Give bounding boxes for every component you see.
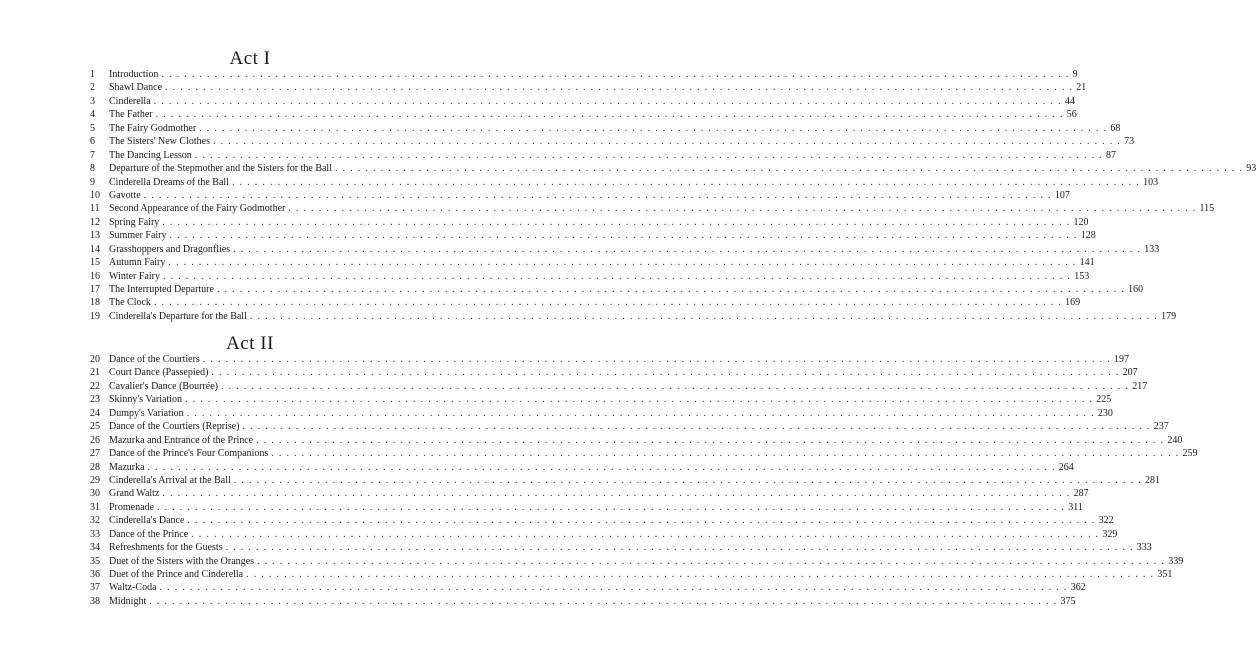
entry-page-number: 362 bbox=[1070, 582, 1086, 594]
dot-leader: . . . . . . . . . . . . . . . . . . . . . . . . . . . . . . . . . . . . . . . . . . . . . . . . . . . . . . . . . . . . . . . . . . . . . . . . . . . . . . . . . . . . . . . . . . . . . . . . . . . . . . . . . . . . . . . . . . . . . . . . bbox=[249, 310, 1159, 322]
entry-number: 17 bbox=[90, 284, 100, 295]
dot-leader: . . . . . . . . . . . . . . . . . . . . . . . . . . . . . . . . . . . . . . . . . . . . . . . . . . . . . . . . . . . . . . . . . . . . . . . . . . . . . . . . . . . . . . . . . . . . . . . . . . . . . . . . . . . . . . . . . . . . . . . . bbox=[194, 149, 1103, 161]
entry-page-number: 259 bbox=[1182, 448, 1198, 460]
entry-page-number: 339 bbox=[1168, 555, 1184, 567]
dot-leader: . . . . . . . . . . . . . . . . . . . . . . . . . . . . . . . . . . . . . . . . . . . . . . . . . . . . . . . . . . . . . . . . . . . . . . . . . . . . . . . . . . . . . . . . . . . . . . . . . . . . . . . . . . . . . . . . . . . . . . . . bbox=[162, 488, 1071, 500]
act-1-heading: Act I bbox=[229, 48, 271, 69]
dot-leader: . . . . . . . . . . . . . . . . . . . . . . . . . . . . . . . . . . . . . . . . . . . . . . . . . . . . . . . . . . . . . . . . . . . . . . . . . . . . . . . . . . . . . . . . . . . . . . . . . . . . . . . . . . . . . . . . . . . . . . . . bbox=[155, 109, 1064, 121]
dot-leader: . . . . . . . . . . . . . . . . . . . . . . . . . . . . . . . . . . . . . . . . . . . . . . . . . . . . . . . . . . . . . . . . . . . . . . . . . . . . . . . . . . . . . . . . . . . . . . . . . . . . . . . . . . . . . . . . . . . . . . . . bbox=[162, 270, 1072, 282]
entry-title: Autumn Fairy bbox=[109, 257, 166, 269]
entry-page-number: 44 bbox=[1064, 95, 1075, 107]
dot-leader: . . . . . . . . . . . . . . . . . . . . . . . . . . . . . . . . . . . . . . . . . . . . . . . . . . . . . . . . . . . . . . . . . . . . . . . . . . . . . . . . . . . . . . . . . . . . . . . . . . . . . . . . . . . . . . . . . . . . . . . . bbox=[161, 69, 1070, 80]
contents-entry bbox=[90, 310, 1177, 323]
entry-title: Midnight bbox=[109, 595, 147, 607]
contents-entry bbox=[90, 135, 1135, 148]
contents-entry bbox=[90, 122, 1121, 135]
entry-page-number: 264 bbox=[1058, 461, 1074, 473]
entry-page-number: 179 bbox=[1161, 310, 1177, 322]
entry-page-number: 115 bbox=[1199, 203, 1215, 215]
entry-page-number: 375 bbox=[1060, 595, 1076, 607]
entry-title: Shawl Dance bbox=[109, 82, 163, 94]
entry-title: The Clock bbox=[109, 297, 151, 309]
contents-entry bbox=[90, 243, 1160, 256]
entry-title: Second Appearance of the Fairy Godmother bbox=[109, 203, 286, 215]
contents-entry bbox=[90, 487, 1089, 500]
entry-number: 3 bbox=[90, 95, 95, 107]
entry-page-number: 9 bbox=[1072, 69, 1078, 80]
entry-title: Court Dance (Passepied) bbox=[109, 367, 209, 379]
entry-title: The Fairy Godmother bbox=[109, 122, 197, 134]
entry-title: Introduction bbox=[109, 69, 159, 80]
entry-page-number: 329 bbox=[1102, 528, 1118, 540]
dot-leader: . . . . . . . . . . . . . . . . . . . . . . . . . . . . . . . . . . . . . . . . . . . . . . . . . . . . . . . . . . . . . . . . . . . . . . . . . . . . . . . . . . . . . . . . . . . . . . . . . . . . . . . . . . . . . . . . . . . . . . . . bbox=[202, 354, 1112, 365]
contents-entry bbox=[90, 581, 1086, 594]
dot-leader: . . . . . . . . . . . . . . . . . . . . . . . . . . . . . . . . . . . . . . . . . . . . . . . . . . . . . . . . . . . . . . . . . . . . . . . . . . . . . . . . . . . . . . . . . . . . . . . . . . . . . . . . . . . . . . . . . . . . . . . . bbox=[143, 189, 1052, 201]
contents-entry bbox=[90, 229, 1096, 242]
dot-leader: . . . . . . . . . . . . . . . . . . . . . . . . . . . . . . . . . . . . . . . . . . . . . . . . . . . . . . . . . . . . . . . . . . . . . . . . . . . . . . . . . . . . . . . . . . . . . . . . . . . . . . . . . . . . . . . . . . . . . . . . bbox=[220, 380, 1130, 392]
entry-page-number: 93 bbox=[1246, 163, 1256, 175]
dot-leader: . . . . . . . . . . . . . . . . . . . . . . . . . . . . . . . . . . . . . . . . . . . . . . . . . . . . . . . . . . . . . . . . . . . . . . . . . . . . . . . . . . . . . . . . . . . . . . . . . . . . . . . . . . . . . . . . . . . . . . . . bbox=[191, 528, 1100, 540]
entry-title: Dumpy's Variation bbox=[109, 407, 184, 419]
contents-entry bbox=[90, 256, 1095, 269]
entry-title: The Dancing Lesson bbox=[109, 149, 192, 161]
dot-leader: . . . . . . . . . . . . . . . . . . . . . . . . . . . . . . . . . . . . . . . . . . . . . . . . . . . . . . . . . . . . . . . . . . . . . . . . . . . . . . . . . . . . . . . . . . . . . . . . . . . . . . . . . . . . . . . . . . . . . . . . bbox=[153, 297, 1063, 309]
entry-number: 35 bbox=[90, 555, 100, 567]
contents-entry bbox=[90, 176, 1159, 189]
dot-leader: . . . . . . . . . . . . . . . . . . . . . . . . . . . . . . . . . . . . . . . . . . . . . . . . . . . . . . . . . . . . . . . . . . . . . . . . . . . . . . . . . . . . . . . . . . . . . . . . . . . . . . . . . . . . . . . . . . . . . . . . bbox=[212, 136, 1122, 148]
entry-page-number: 133 bbox=[1144, 243, 1160, 255]
entry-number: 18 bbox=[90, 297, 100, 309]
entry-number: 9 bbox=[90, 176, 95, 188]
entry-page-number: 141 bbox=[1079, 257, 1095, 269]
entry-title: Dance of the Courtiers (Reprise) bbox=[109, 421, 240, 433]
dot-leader: . . . . . . . . . . . . . . . . . . . . . . . . . . . . . . . . . . . . . . . . . . . . . . . . . . . . . . . . . . . . . . . . . . . . . . . . . . . . . . . . . . . . . . . . . . . . . . . . . . . . . . . . . . . . . . . . . . . . . . . . bbox=[211, 367, 1120, 379]
entry-title: Cinderella's Arrival at the Ball bbox=[109, 474, 231, 486]
dot-leader: . . . . . . . . . . . . . . . . . . . . . . . . . . . . . . . . . . . . . . . . . . . . . . . . . . . . . . . . . . . . . . . . . . . . . . . . . . . . . . . . . . . . . . . . . . . . . . . . . . . . . . . . . . . . . . . . . . . . . . . . bbox=[288, 203, 1197, 215]
entry-page-number: 333 bbox=[1136, 542, 1152, 554]
entry-number: 4 bbox=[90, 109, 95, 121]
contents-entry bbox=[90, 81, 1087, 94]
entry-title: Duet of the Sisters with the Oranges bbox=[109, 555, 254, 567]
entry-page-number: 169 bbox=[1065, 297, 1081, 309]
contents-entry bbox=[90, 447, 1198, 460]
entry-page-number: 197 bbox=[1114, 354, 1130, 365]
entry-title: Cinderella's Dance bbox=[109, 515, 185, 527]
contents-entry bbox=[90, 393, 1112, 406]
entry-number: 8 bbox=[90, 163, 95, 175]
dot-leader: . . . . . . . . . . . . . . . . . . . . . . . . . . . . . . . . . . . . . . . . . . . . . . . . . . . . . . . . . . . . . . . . . . . . . . . . . . . . . . . . . . . . . . . . . . . . . . . . . . . . . . . . . . . . . . . . . . . . . . . . bbox=[157, 501, 1066, 513]
act-2-heading: Act II bbox=[226, 333, 274, 354]
contents-entry bbox=[90, 270, 1090, 283]
entry-title: Duet of the Prince and Cinderella bbox=[109, 569, 244, 580]
entry-title: Promenade bbox=[109, 501, 154, 513]
contents-entry bbox=[90, 514, 1114, 527]
entry-number: 26 bbox=[90, 434, 100, 446]
entry-number: 15 bbox=[90, 257, 100, 269]
contents-entry bbox=[90, 202, 1215, 215]
entry-page-number: 237 bbox=[1153, 421, 1169, 433]
entry-title: The Father bbox=[109, 109, 153, 121]
contents-entry bbox=[90, 108, 1077, 121]
contents-entry bbox=[90, 555, 1184, 568]
entry-page-number: 281 bbox=[1144, 474, 1160, 486]
entry-title: Departure of the Stepmother and the Sisters for the Ball bbox=[109, 163, 332, 175]
dot-leader: . . . . . . . . . . . . . . . . . . . . . . . . . . . . . . . . . . . . . . . . . . . . . . . . . . . . . . . . . . . . . . . . . . . . . . . . . . . . . . . . . . . . . . . . . . . . . . . . . . . . . . . . . . . . . . . . . . . . . . . . bbox=[231, 176, 1141, 188]
entry-title: Waltz-Coda bbox=[109, 582, 157, 594]
dot-leader: . . . . . . . . . . . . . . . . . . . . . . . . . . . . . . . . . . . . . . . . . . . . . . . . . . . . . . . . . . . . . . . . . . . . . . . . . . . . . . . . . . . . . . . . . . . . . . . . . . . . . . . . . . . . . . . . . . . . . . . . bbox=[233, 474, 1142, 486]
dot-leader: . . . . . . . . . . . . . . . . . . . . . . . . . . . . . . . . . . . . . . . . . . . . . . . . . . . . . . . . . . . . . . . . . . . . . . . . . . . . . . . . . . . . . . . . . . . . . . . . . . . . . . . . . . . . . . . . . . . . . . . . bbox=[246, 569, 1155, 580]
entry-page-number: 230 bbox=[1097, 407, 1113, 419]
entry-number: 13 bbox=[90, 230, 100, 242]
entry-page-number: 21 bbox=[1076, 82, 1087, 94]
entry-page-number: 107 bbox=[1054, 189, 1070, 201]
contents-entry bbox=[90, 353, 1130, 366]
entry-title: Refreshments for the Guests bbox=[109, 542, 223, 554]
entry-page-number: 311 bbox=[1068, 501, 1083, 513]
dot-leader: . . . . . . . . . . . . . . . . . . . . . . . . . . . . . . . . . . . . . . . . . . . . . . . . . . . . . . . . . . . . . . . . . . . . . . . . . . . . . . . . . . . . . . . . . . . . . . . . . . . . . . . . . . . . . . . . . . . . . . . . bbox=[147, 461, 1056, 473]
entry-number: 6 bbox=[90, 136, 95, 148]
entry-number: 11 bbox=[90, 203, 100, 215]
entry-number: 1 bbox=[90, 69, 95, 80]
entry-title: Cinderella Dreams of the Ball bbox=[109, 176, 229, 188]
entry-number: 20 bbox=[90, 354, 100, 365]
entry-title: Grand Waltz bbox=[109, 488, 160, 500]
contents-entry bbox=[90, 366, 1138, 379]
contents-entry bbox=[90, 474, 1160, 487]
entry-title: Summer Fairy bbox=[109, 230, 167, 242]
contents-entry bbox=[90, 296, 1081, 309]
act-2-contents-list bbox=[90, 353, 1198, 608]
dot-leader: . . . . . . . . . . . . . . . . . . . . . . . . . . . . . . . . . . . . . . . . . . . . . . . . . . . . . . . . . . . . . . . . . . . . . . . . . . . . . . . . . . . . . . . . . . . . . . . . . . . . . . . . . . . . . . . . . . . . . . . . bbox=[271, 448, 1180, 460]
entry-title: Spring Fairy bbox=[109, 216, 160, 228]
contents-entry bbox=[90, 595, 1076, 608]
dot-leader: . . . . . . . . . . . . . . . . . . . . . . . . . . . . . . . . . . . . . . . . . . . . . . . . . . . . . . . . . . . . . . . . . . . . . . . . . . . . . . . . . . . . . . . . . . . . . . . . . . . . . . . . . . . . . . . . . . . . . . . . bbox=[187, 515, 1096, 527]
entry-number: 31 bbox=[90, 501, 100, 513]
entry-page-number: 207 bbox=[1122, 367, 1138, 379]
entry-number: 32 bbox=[90, 515, 100, 527]
entry-page-number: 287 bbox=[1073, 488, 1089, 500]
contents-entry bbox=[90, 149, 1116, 162]
contents-entry bbox=[90, 95, 1075, 108]
dot-leader: . . . . . . . . . . . . . . . . . . . . . . . . . . . . . . . . . . . . . . . . . . . . . . . . . . . . . . . . . . . . . . . . . . . . . . . . . . . . . . . . . . . . . . . . . . . . . . . . . . . . . . . . . . . . . . . . . . . . . . . . bbox=[185, 394, 1094, 406]
entry-number: 29 bbox=[90, 474, 100, 486]
contents-entry bbox=[90, 216, 1089, 229]
entry-title: Mazurka bbox=[109, 461, 145, 473]
entry-number: 37 bbox=[90, 582, 100, 594]
entry-number: 27 bbox=[90, 448, 100, 460]
entry-page-number: 322 bbox=[1098, 515, 1114, 527]
entry-number: 19 bbox=[90, 310, 100, 322]
entry-page-number: 351 bbox=[1157, 569, 1173, 580]
entry-number: 22 bbox=[90, 380, 100, 392]
entry-number: 30 bbox=[90, 488, 100, 500]
contents-entry bbox=[90, 380, 1148, 393]
entry-number: 25 bbox=[90, 421, 100, 433]
dot-leader: . . . . . . . . . . . . . . . . . . . . . . . . . . . . . . . . . . . . . . . . . . . . . . . . . . . . . . . . . . . . . . . . . . . . . . . . . . . . . . . . . . . . . . . . . . . . . . . . . . . . . . . . . . . . . . . . . . . . . . . . bbox=[256, 434, 1165, 446]
entry-title: Winter Fairy bbox=[109, 270, 160, 282]
contents-entry bbox=[90, 461, 1074, 474]
dot-leader: . . . . . . . . . . . . . . . . . . . . . . . . . . . . . . . . . . . . . . . . . . . . . . . . . . . . . . . . . . . . . . . . . . . . . . . . . . . . . . . . . . . . . . . . . . . . . . . . . . . . . . . . . . . . . . . . . . . . . . . . bbox=[225, 542, 1134, 554]
entry-number: 24 bbox=[90, 407, 100, 419]
dot-leader: . . . . . . . . . . . . . . . . . . . . . . . . . . . . . . . . . . . . . . . . . . . . . . . . . . . . . . . . . . . . . . . . . . . . . . . . . . . . . . . . . . . . . . . . . . . . . . . . . . . . . . . . . . . . . . . . . . . . . . . . bbox=[162, 216, 1071, 228]
act-1-contents-list bbox=[90, 68, 1256, 323]
entry-title: The Interrupted Departure bbox=[109, 284, 214, 295]
contents-entry bbox=[90, 528, 1118, 541]
entry-number: 36 bbox=[90, 569, 100, 580]
entry-number: 10 bbox=[90, 189, 100, 201]
entry-number: 23 bbox=[90, 394, 100, 406]
entry-number: 34 bbox=[90, 542, 100, 554]
entry-number: 21 bbox=[90, 367, 100, 379]
contents-entry bbox=[90, 162, 1256, 175]
entry-number: 28 bbox=[90, 461, 100, 473]
dot-leader: . . . . . . . . . . . . . . . . . . . . . . . . . . . . . . . . . . . . . . . . . . . . . . . . . . . . . . . . . . . . . . . . . . . . . . . . . . . . . . . . . . . . . . . . . . . . . . . . . . . . . . . . . . . . . . . . . . . . . . . . bbox=[165, 82, 1074, 94]
entry-page-number: 103 bbox=[1143, 176, 1159, 188]
entry-page-number: 120 bbox=[1073, 216, 1089, 228]
dot-leader: . . . . . . . . . . . . . . . . . . . . . . . . . . . . . . . . . . . . . . . . . . . . . . . . . . . . . . . . . . . . . . . . . . . . . . . . . . . . . . . . . . . . . . . . . . . . . . . . . . . . . . . . . . . . . . . . . . . . . . . . bbox=[233, 243, 1142, 255]
contents-entry bbox=[90, 434, 1183, 447]
entry-title: The Sisters' New Clothes bbox=[109, 136, 210, 148]
dot-leader: . . . . . . . . . . . . . . . . . . . . . . . . . . . . . . . . . . . . . . . . . . . . . . . . . . . . . . . . . . . . . . . . . . . . . . . . . . . . . . . . . . . . . . . . . . . . . . . . . . . . . . . . . . . . . . . . . . . . . . . . bbox=[159, 582, 1068, 594]
dot-leader: . . . . . . . . . . . . . . . . . . . . . . . . . . . . . . . . . . . . . . . . . . . . . . . . . . . . . . . . . . . . . . . . . . . . . . . . . . . . . . . . . . . . . . . . . . . . . . . . . . . . . . . . . . . . . . . . . . . . . . . . bbox=[256, 555, 1166, 567]
entry-title: Dance of the Prince bbox=[109, 528, 189, 540]
entry-title: Cinderella's Departure for the Ball bbox=[109, 310, 247, 322]
contents-entry bbox=[90, 407, 1113, 420]
entry-number: 33 bbox=[90, 528, 100, 540]
entry-number: 16 bbox=[90, 270, 100, 282]
contents-entry bbox=[90, 189, 1070, 202]
contents-entry bbox=[90, 283, 1144, 296]
entry-number: 14 bbox=[90, 243, 100, 255]
dot-leader: . . . . . . . . . . . . . . . . . . . . . . . . . . . . . . . . . . . . . . . . . . . . . . . . . . . . . . . . . . . . . . . . . . . . . . . . . . . . . . . . . . . . . . . . . . . . . . . . . . . . . . . . . . . . . . . . . . . . . . . . bbox=[335, 163, 1244, 175]
entry-title: Dance of the Courtiers bbox=[109, 354, 200, 365]
entry-number: 12 bbox=[90, 216, 100, 228]
dot-leader: . . . . . . . . . . . . . . . . . . . . . . . . . . . . . . . . . . . . . . . . . . . . . . . . . . . . . . . . . . . . . . . . . . . . . . . . . . . . . . . . . . . . . . . . . . . . . . . . . . . . . . . . . . . . . . . . . . . . . . . . bbox=[153, 95, 1062, 107]
entry-page-number: 240 bbox=[1167, 434, 1183, 446]
entry-title: Cinderella bbox=[109, 95, 151, 107]
entry-number: 7 bbox=[90, 149, 95, 161]
entry-number: 38 bbox=[90, 595, 100, 607]
contents-entry bbox=[90, 541, 1152, 554]
dot-leader: . . . . . . . . . . . . . . . . . . . . . . . . . . . . . . . . . . . . . . . . . . . . . . . . . . . . . . . . . . . . . . . . . . . . . . . . . . . . . . . . . . . . . . . . . . . . . . . . . . . . . . . . . . . . . . . . . . . . . . . . bbox=[169, 230, 1078, 242]
dot-leader: . . . . . . . . . . . . . . . . . . . . . . . . . . . . . . . . . . . . . . . . . . . . . . . . . . . . . . . . . . . . . . . . . . . . . . . . . . . . . . . . . . . . . . . . . . . . . . . . . . . . . . . . . . . . . . . . . . . . . . . . bbox=[216, 284, 1126, 295]
entry-page-number: 153 bbox=[1074, 270, 1090, 282]
contents-entry bbox=[90, 568, 1173, 581]
contents-entry bbox=[90, 501, 1083, 514]
entry-title: Grasshoppers and Dragonflies bbox=[109, 243, 231, 255]
entry-title: Mazurka and Entrance of the Prince bbox=[109, 434, 254, 446]
dot-leader: . . . . . . . . . . . . . . . . . . . . . . . . . . . . . . . . . . . . . . . . . . . . . . . . . . . . . . . . . . . . . . . . . . . . . . . . . . . . . . . . . . . . . . . . . . . . . . . . . . . . . . . . . . . . . . . . . . . . . . . . bbox=[168, 257, 1077, 269]
entry-page-number: 160 bbox=[1128, 284, 1144, 295]
entry-page-number: 128 bbox=[1080, 230, 1096, 242]
dot-leader: . . . . . . . . . . . . . . . . . . . . . . . . . . . . . . . . . . . . . . . . . . . . . . . . . . . . . . . . . . . . . . . . . . . . . . . . . . . . . . . . . . . . . . . . . . . . . . . . . . . . . . . . . . . . . . . . . . . . . . . . bbox=[199, 122, 1108, 134]
entry-page-number: 68 bbox=[1110, 122, 1121, 134]
entry-page-number: 225 bbox=[1096, 394, 1112, 406]
entry-number: 5 bbox=[90, 122, 95, 134]
entry-title: Cavalier's Dance (Bourrée) bbox=[109, 380, 218, 392]
entry-number: 2 bbox=[90, 82, 95, 94]
entry-title: Dance of the Prince's Four Companions bbox=[109, 448, 269, 460]
entry-page-number: 217 bbox=[1132, 380, 1148, 392]
contents-entry bbox=[90, 420, 1169, 433]
entry-page-number: 56 bbox=[1066, 109, 1077, 121]
contents-entry bbox=[90, 68, 1078, 81]
entry-page-number: 73 bbox=[1124, 136, 1135, 148]
entry-title: Skinny's Variation bbox=[109, 394, 183, 406]
entry-title: Gavotte bbox=[109, 189, 141, 201]
entry-page-number: 87 bbox=[1105, 149, 1116, 161]
dot-leader: . . . . . . . . . . . . . . . . . . . . . . . . . . . . . . . . . . . . . . . . . . . . . . . . . . . . . . . . . . . . . . . . . . . . . . . . . . . . . . . . . . . . . . . . . . . . . . . . . . . . . . . . . . . . . . . . . . . . . . . . bbox=[186, 407, 1095, 419]
dot-leader: . . . . . . . . . . . . . . . . . . . . . . . . . . . . . . . . . . . . . . . . . . . . . . . . . . . . . . . . . . . . . . . . . . . . . . . . . . . . . . . . . . . . . . . . . . . . . . . . . . . . . . . . . . . . . . . . . . . . . . . . bbox=[242, 421, 1151, 433]
dot-leader: . . . . . . . . . . . . . . . . . . . . . . . . . . . . . . . . . . . . . . . . . . . . . . . . . . . . . . . . . . . . . . . . . . . . . . . . . . . . . . . . . . . . . . . . . . . . . . . . . . . . . . . . . . . . . . . . . . . . . . . . bbox=[149, 595, 1058, 607]
